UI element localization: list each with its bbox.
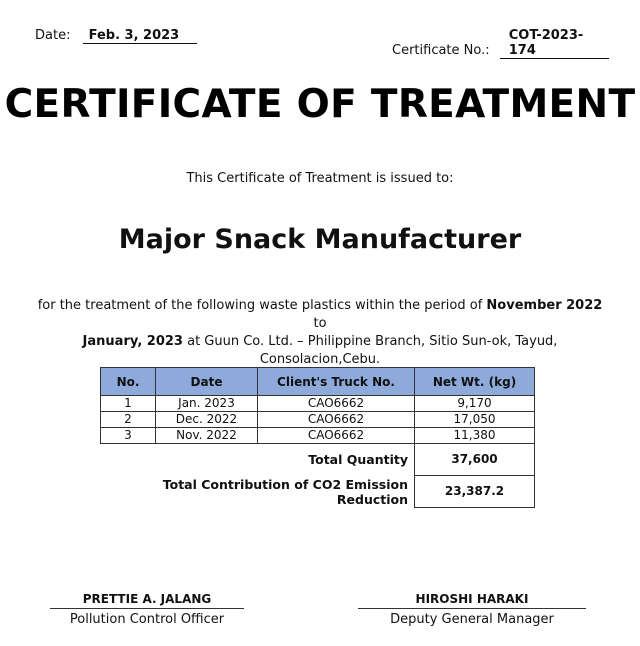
cell-no: 2 [101, 412, 156, 428]
co2-reduction-value: 23,387.2 [415, 476, 535, 508]
total-quantity-row [101, 444, 535, 476]
date-field [35, 28, 197, 44]
certificate-title: CERTIFICATE OF TREATMENT [4, 82, 636, 127]
date-label: Date: [35, 28, 71, 43]
period-text-1: for the treatment of the following waste plastics within the period of [37, 298, 487, 313]
period-text-4: Consolacion,Cebu. [259, 352, 381, 367]
co2-reduction-label: Total Contribution of CO2 Emission Reduction [162, 476, 408, 507]
cell-net-weight: 9,170 [415, 396, 535, 412]
signatory-name: PRETTIE A. JALANG [82, 592, 212, 606]
signatory-left [50, 592, 244, 627]
total-quantity-value: 37,600 [415, 444, 535, 476]
period-start: November 2022 [486, 298, 603, 313]
table-row [101, 428, 535, 444]
period-text-3: at Guun Co. Ltd. – Philippine Branch, Sitio Sun-ok, Tayud, [182, 334, 558, 349]
cell-no: 1 [101, 396, 156, 412]
signatory-title: Deputy General Manager [390, 612, 554, 627]
signatory-right [358, 592, 586, 627]
table-header-row [101, 368, 535, 396]
signatory-title: Pollution Control Officer [69, 612, 225, 627]
cell-truck-no: CAO6662 [258, 428, 415, 444]
certificate-number-field [392, 28, 609, 59]
cell-date: Jan. 2023 [156, 396, 258, 412]
header-truck-no: Client's Truck No. [258, 368, 415, 396]
date-value: Feb. 3, 2023 [83, 28, 197, 44]
cell-truck-no: CAO6662 [258, 412, 415, 428]
header-date: Date [156, 368, 258, 396]
signatory-name: HIROSHI HARAKI [415, 592, 529, 606]
table-row [101, 396, 535, 412]
header-no: No. [101, 368, 156, 396]
treatment-period-paragraph [30, 297, 610, 369]
total-quantity-label: Total Quantity [308, 452, 408, 468]
period-end: January, 2023 [82, 334, 183, 349]
issued-to-text: This Certificate of Treatment is issued to: [186, 171, 454, 186]
co2-reduction-row [101, 476, 535, 508]
period-text-2: to [313, 316, 327, 331]
cell-no: 3 [101, 428, 156, 444]
signature-line [358, 608, 586, 609]
cell-date: Dec. 2022 [156, 412, 258, 428]
certificate-number-label: Certificate No.: [392, 43, 490, 58]
signature-line [50, 608, 244, 609]
cell-net-weight: 17,050 [415, 412, 535, 428]
header-net-weight: Net Wt. (kg) [415, 368, 535, 396]
cell-net-weight: 11,380 [415, 428, 535, 444]
recipient-name: Major Snack Manufacturer [118, 224, 522, 255]
treatment-table [100, 367, 535, 508]
certificate-number-value: COT-2023-174 [500, 28, 609, 59]
table-row [101, 412, 535, 428]
cell-date: Nov. 2022 [156, 428, 258, 444]
cell-truck-no: CAO6662 [258, 396, 415, 412]
